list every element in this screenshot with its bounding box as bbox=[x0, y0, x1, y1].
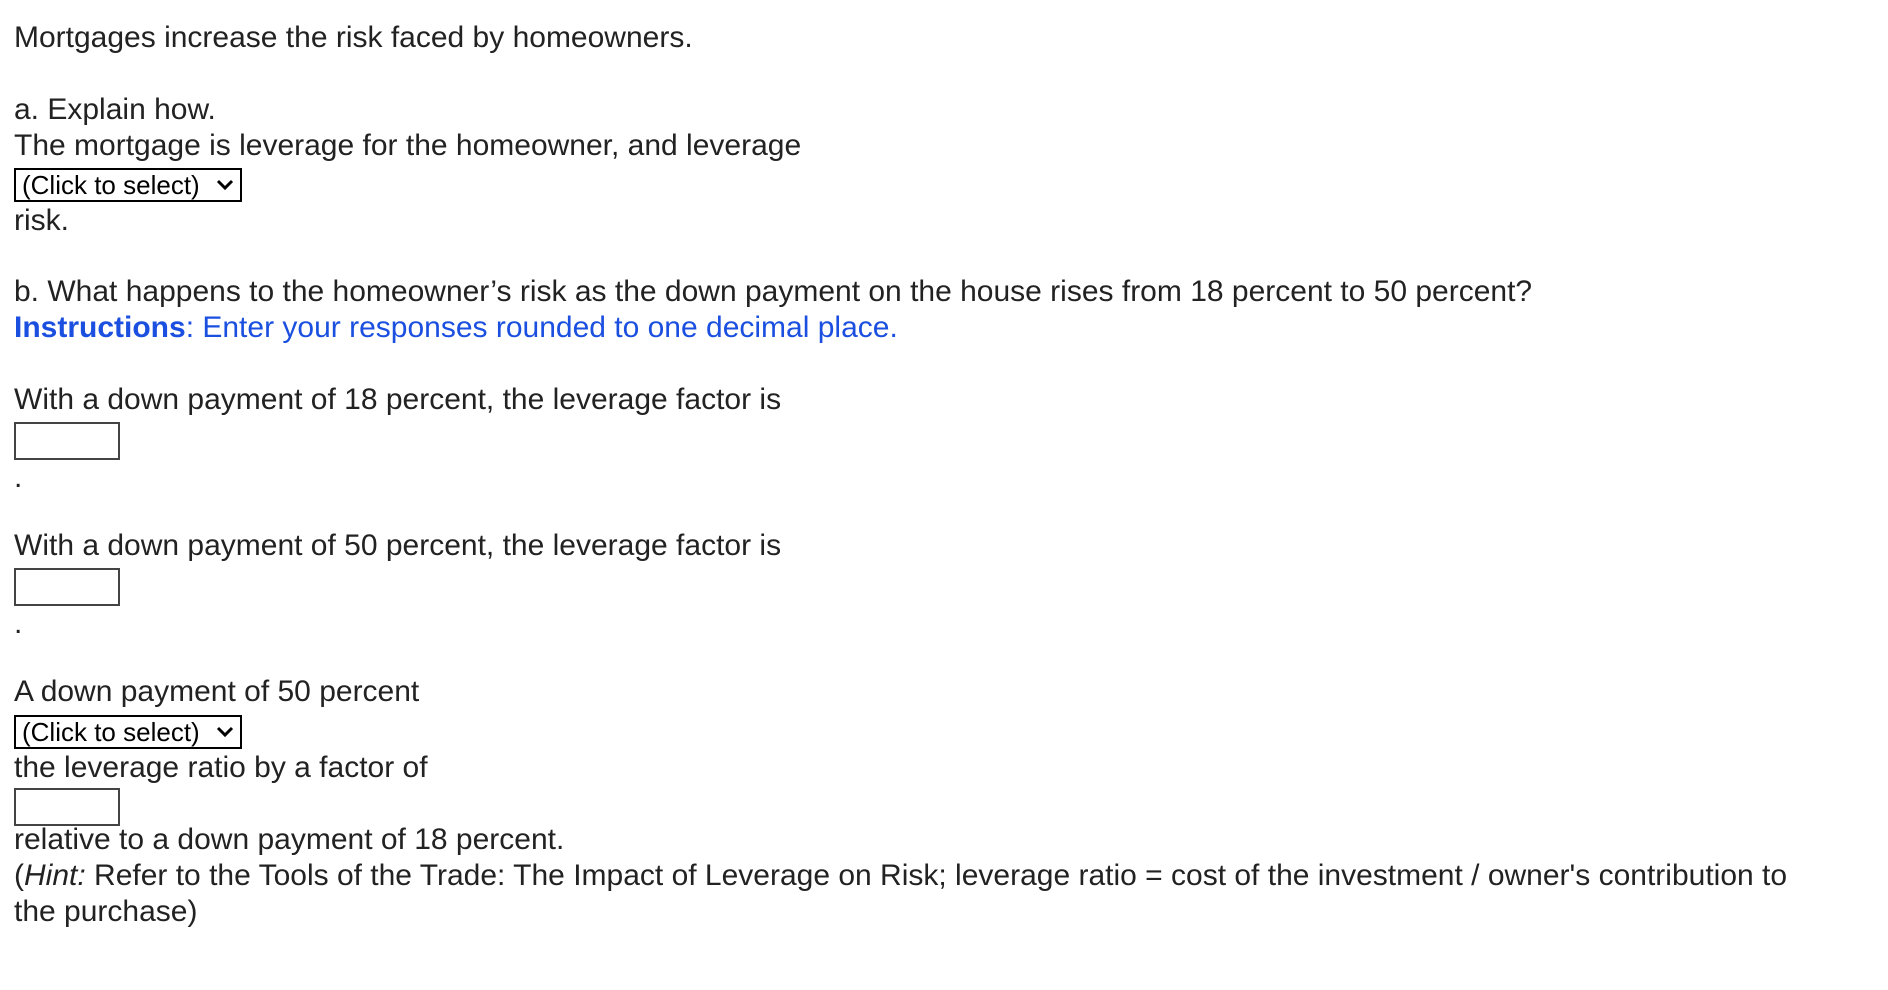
leverage-factor-18-input[interactable] bbox=[14, 422, 120, 460]
part-a-sentence-start: The mortgage is leverage for the homeowner, and leverage bbox=[14, 129, 802, 162]
leverage-effect-select-value: (Click to select) bbox=[22, 170, 200, 200]
part-b-prompt: b. What happens to the homeowner’s risk as the down payment on the house rises from 18 percent to 50 percent? bbox=[14, 275, 1533, 308]
q3-text-mid: the leverage ratio by a factor of bbox=[14, 751, 428, 784]
hint-text: Refer to the Tools of the Trade: The Impact of Leverage on Risk; leverage ratio = cost of the investment / owner's contribution to bbox=[85, 859, 1788, 892]
leverage-factor-change-input[interactable] bbox=[14, 788, 120, 826]
leverage-change-select[interactable] bbox=[14, 715, 242, 749]
hint-line bbox=[14, 858, 1787, 894]
q2-period: . bbox=[14, 607, 23, 640]
q1-text: With a down payment of 18 percent, the leverage factor is bbox=[14, 383, 782, 416]
hint-line-2: the purchase) bbox=[14, 895, 198, 928]
q2-text: With a down payment of 50 percent, the leverage factor is bbox=[14, 529, 782, 562]
q3-text: A down payment of 50 percent bbox=[14, 675, 420, 708]
instructions-text: : Enter your responses rounded to one decimal place. bbox=[185, 311, 898, 344]
instructions bbox=[14, 310, 898, 346]
part-a-sentence-end: risk. bbox=[14, 204, 69, 237]
part-a-prompt: a. Explain how. bbox=[14, 93, 216, 126]
chevron-down-icon bbox=[216, 724, 234, 740]
hint-label: Hint: bbox=[24, 859, 86, 892]
leverage-effect-select[interactable] bbox=[14, 168, 242, 202]
hint-open: ( bbox=[14, 859, 24, 892]
leverage-change-select-value: (Click to select) bbox=[22, 717, 200, 747]
chevron-down-icon bbox=[216, 177, 234, 193]
q3-text-end: relative to a down payment of 18 percent. bbox=[14, 823, 565, 856]
intro-text: Mortgages increase the risk faced by homeowners. bbox=[14, 21, 693, 54]
q1-period: . bbox=[14, 461, 23, 494]
instructions-label: Instructions bbox=[14, 311, 186, 344]
leverage-factor-50-input[interactable] bbox=[14, 568, 120, 606]
